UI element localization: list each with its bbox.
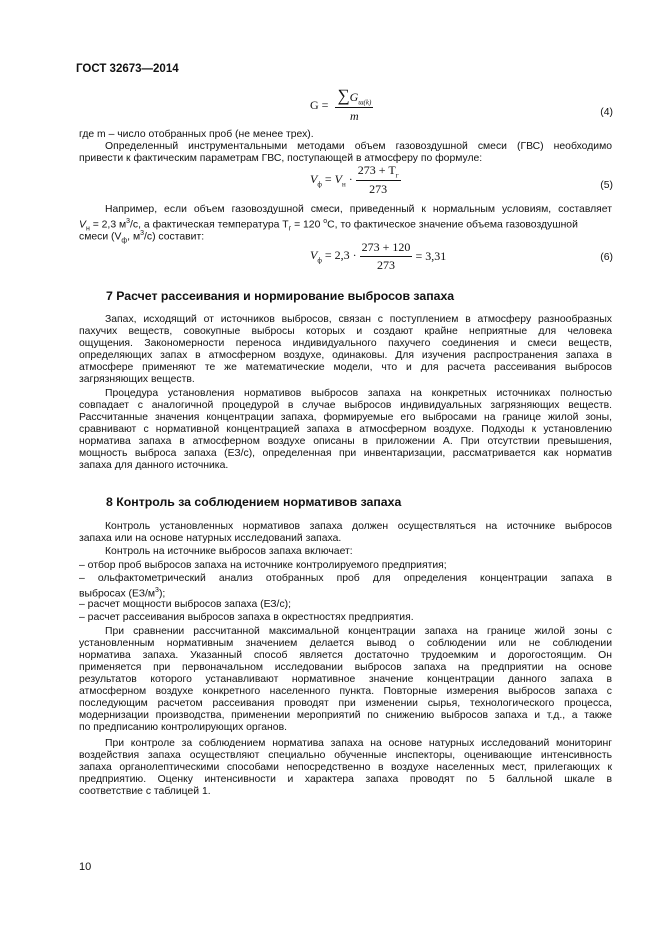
formula-6-fraction bbox=[360, 240, 413, 273]
ex-t-sub: г bbox=[288, 225, 292, 233]
s7-p2-line: сравнивают с нормативной концентрацией запаха в атмосферном воздухе. Подходы к установлению bbox=[79, 424, 612, 435]
ex-temp: = 120 bbox=[291, 219, 324, 231]
sum-symbol: ∑ bbox=[337, 86, 350, 105]
list-item-end: ); bbox=[158, 588, 166, 600]
document-header: ГОСТ 32673—2014 bbox=[76, 63, 179, 75]
formula-6-denominator: 273 bbox=[377, 258, 396, 272]
list-item: – ольфактометрический анализ отобранных проб для определения концентрации запаха в bbox=[79, 573, 612, 584]
formula-5-eq: = bbox=[324, 172, 332, 186]
s8-p4-line: предприятию. Оценку интенсивности и характера запаха проводят по 5 балльной шкале в bbox=[79, 774, 612, 785]
s8-p3-line: применяется при первоначальном исследовании выбросов запаха на предприятии на основе bbox=[79, 662, 612, 673]
s8-p4-line: воздействия запаха осуществляют специально обученные инспекторы, оценивающие интенсивность bbox=[79, 750, 612, 761]
ex3-a: смеси (V bbox=[79, 231, 122, 243]
s8-p1-line: Контроль установленных нормативов запаха должен осуществляться на источнике выбросов bbox=[105, 521, 612, 532]
ex3-b: , м bbox=[127, 231, 141, 243]
s8-p3-line: При сравнении рассчитанной максимальной концентрации запаха на границе жилой зоны с bbox=[105, 626, 612, 637]
formula-5-vn: V bbox=[334, 172, 343, 186]
formula-5-vn-sub: н bbox=[342, 180, 346, 189]
s7-p1-line: определяющих запах в атмосферном воздухе, одинаковы. Для изучения распространения запаха в bbox=[79, 350, 612, 361]
s8-p3-line: атмосферном воздухе конкретного населенного пункта. Повторные измерения выбросов запаха с bbox=[79, 686, 612, 697]
s7-p2-line: норматива запаха в атмосферном воздухе описаны в приложении А. При отсутствии превышения, bbox=[79, 436, 612, 447]
s8-p3-line: последующим расчетом рассеивания проводят при изменении сырья, технологического процесса, bbox=[79, 698, 612, 709]
formula-4-denominator bbox=[335, 108, 373, 124]
ex-v: V bbox=[79, 219, 86, 231]
definition-line-1: Определенный инструментальными методами объем газовоздушной смеси (ГВС) необходимо bbox=[105, 141, 612, 152]
s8-p1-line: запаха или на основе натурных исследований запаха. bbox=[79, 533, 342, 544]
formula-5-denominator: 273 bbox=[369, 182, 388, 197]
formula-6-lhs bbox=[310, 248, 357, 264]
example-line-1: Например, если объем газовоздушной смеси, приведенный к нормальным условиям, составляет bbox=[105, 204, 612, 215]
s7-p1-line: Запах, исходящий от источников выбросов, связан с поступлением в атмосферу разнообразных bbox=[105, 314, 612, 325]
where-line: где m – число отобранных проб (не менее трех). bbox=[79, 129, 314, 140]
formula-6-mid: = 2,3 · bbox=[324, 248, 357, 263]
list-item-sup: 3 bbox=[155, 587, 159, 594]
formula-5-dot: · bbox=[348, 172, 353, 186]
list-item: – отбор проб выбросов запаха на источнике контролируемого предприятия; bbox=[79, 560, 447, 571]
formula-5-number: (5) bbox=[600, 180, 613, 191]
s8-p3-line: установленным нормативным значением делается вывод о соблюдении или не соблюдении bbox=[79, 638, 612, 649]
s8-p4-line: запаха органолептическими способами непосредственно в воздухе населенных мест, прилегающих к bbox=[79, 762, 612, 773]
formula-4-fraction bbox=[335, 86, 373, 124]
ex-rest: С, то фактическое значение объема газовоздушной bbox=[327, 219, 578, 231]
formula-5-v-sub: ф bbox=[317, 180, 322, 189]
s8-p3-line: результатов которого устанавливают нормативное значение концентрации данного запаха в bbox=[79, 674, 612, 685]
list-item: – расчет рассеивания выбросов запаха в окрестностях предприятия. bbox=[79, 612, 414, 623]
s8-p3-line: норматива запаха. Указанный способ является достаточно трудоемким и дорогостоящим. Он bbox=[79, 650, 612, 661]
s7-p2-line: совпадает с аналогичной процедурой в случае выбросов индивидуальных загрязняющих веществ. bbox=[79, 400, 612, 411]
s8-p3-line: модернизации производства, применении мероприятий по снижению выбросов запаха и т.д., а также bbox=[79, 710, 612, 721]
formula-6 bbox=[310, 240, 446, 273]
formula-6-rhs: = 3,31 bbox=[415, 249, 447, 263]
list-item: – расчет мощности выбросов запаха (ЕЗ/с); bbox=[79, 599, 291, 610]
s7-p1-line: загрязняющих веществ. bbox=[79, 374, 195, 385]
s8-p2-line: Контроль на источнике выбросов запаха включает: bbox=[105, 546, 353, 557]
ex-sup1: 3 bbox=[126, 218, 131, 225]
s7-p1-line: атмосфере применяют те же математические модели, что и для расчета рассеивания выбросов bbox=[79, 362, 612, 373]
section-8-title: 8 Контроль за соблюдением нормативов запаха bbox=[106, 495, 402, 509]
s7-p1-line: пахучих веществ, совокупные выбросы которых и создают крайне неприятные для человека bbox=[79, 326, 612, 337]
formula-5-num-sub: г bbox=[395, 171, 399, 180]
ex3-c: /с) составит: bbox=[144, 231, 205, 243]
formula-5 bbox=[310, 163, 401, 197]
formula-5-v: V bbox=[310, 172, 318, 186]
formula-4-var: G bbox=[349, 90, 359, 104]
list-item-text: выбросах (ЕЗ/м bbox=[79, 588, 156, 600]
formula-5-lhs bbox=[310, 172, 353, 188]
formula-6-numerator: 273 + 120 bbox=[360, 240, 413, 257]
s7-p2-line: запаха для данного источника. bbox=[79, 460, 229, 471]
ex-deg: о bbox=[323, 218, 328, 225]
formula-5-numerator bbox=[356, 163, 401, 181]
formula-4-sub: ш(k) bbox=[358, 98, 372, 107]
formula-5-num-text: 273 + T bbox=[357, 163, 396, 177]
ex-v-sub: н bbox=[85, 225, 90, 233]
section-7-title: 7 Расчет рассеивания и нормирование выбросов запаха bbox=[106, 289, 455, 303]
formula-4-number: (4) bbox=[600, 107, 613, 118]
s8-p4-line: При контроле за соблюдением норматива запаха на основе натурных исследований мониторинг bbox=[105, 738, 612, 749]
formula-4-den-var: m bbox=[350, 109, 359, 124]
page-number: 10 bbox=[79, 861, 92, 873]
formula-6-v: V bbox=[310, 248, 318, 263]
ex-text: /с, а фактическая температура Т bbox=[130, 219, 289, 231]
formula-6-number: (6) bbox=[600, 252, 613, 263]
s7-p2-line: мощность выброса запаха (ЕЗ/с), определенная при инвентаризации, рассматривается как норматив bbox=[79, 448, 612, 459]
formula-4-lhs: G = bbox=[310, 97, 329, 112]
formula-5-fraction bbox=[356, 163, 401, 197]
s7-p2-line: Процедура установления нормативов выбросов запаха на конкретных источниках полностью bbox=[105, 388, 612, 399]
s8-p3-line: по предписанию контролирующих органов. bbox=[79, 722, 287, 733]
s7-p2-line: Рассчитанные значения концентрации запаха, формируемые его выбросами на границе жилой зоны, bbox=[79, 412, 612, 423]
formula-4 bbox=[310, 86, 373, 124]
s7-p1-line: ощущения. Закономерности переноса индивидуального пахучего соединения и смеси веществ, bbox=[79, 338, 612, 349]
s8-p4-line: соответствие с таблицей 1. bbox=[79, 786, 211, 797]
ex3-sup: 3 bbox=[140, 230, 144, 237]
definition-line-2: привести к фактическим параметрам ГВС, поступающей в атмосферу по формуле: bbox=[79, 153, 483, 164]
formula-6-v-sub: ф bbox=[317, 256, 322, 265]
ex3-sub: ф bbox=[121, 237, 128, 245]
formula-4-numerator bbox=[335, 86, 373, 108]
ex-val: = 2,3 м bbox=[89, 219, 127, 231]
